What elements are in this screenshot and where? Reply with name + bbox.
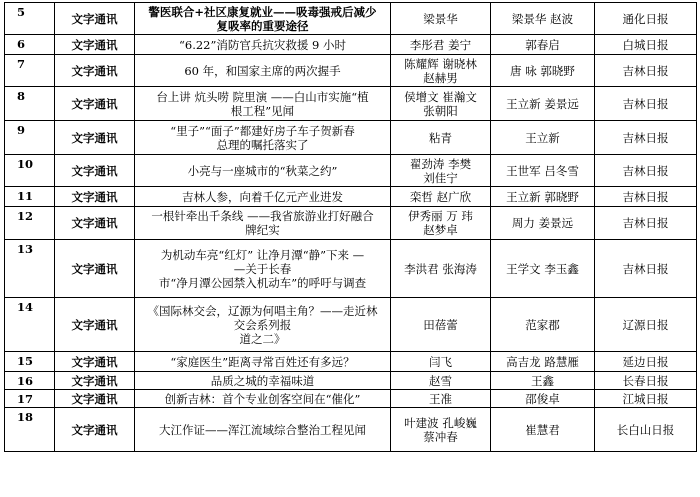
editor-cell	[491, 187, 595, 207]
cell-line: 吉林人参，向着千亿元产业进发	[182, 189, 343, 204]
row-number-cell: 5	[5, 3, 55, 35]
title-cell	[135, 352, 391, 372]
cell-line: 闫飞	[429, 354, 452, 369]
table-row	[5, 352, 697, 372]
cell-line: 高吉龙 路慧雁	[506, 354, 579, 369]
cell-line: 梁景华	[423, 11, 458, 26]
row-number-cell: 14	[5, 298, 55, 352]
editor-cell	[491, 240, 595, 298]
cell-line: 刘佳宁	[423, 170, 458, 185]
table-row	[5, 187, 697, 207]
editor-cell	[491, 408, 595, 452]
cell-line: 牌纪实	[245, 223, 280, 237]
cell-line: 道之二》	[239, 331, 286, 346]
editor-cell	[491, 372, 595, 390]
cell-line: 周力 姜景远	[511, 216, 574, 230]
cell-line: 郭春启	[525, 37, 560, 52]
author-cell	[391, 35, 491, 55]
newspaper-cell: 吉林日报	[595, 121, 697, 155]
table-body	[5, 3, 697, 452]
author-cell	[391, 207, 491, 240]
category-cell: 文字通讯	[55, 187, 135, 207]
table-row	[5, 3, 697, 35]
row-number-cell: 7	[5, 55, 55, 87]
title-cell	[135, 298, 391, 352]
table-row	[5, 87, 697, 121]
row-number-cell: 15	[5, 352, 55, 372]
cell-line: 王学文 李玉鑫	[506, 261, 579, 276]
author-cell	[391, 298, 491, 352]
cell-line: 为机动车亮“红灯” 让净月潭“静”下来 —	[160, 247, 365, 262]
table-row	[5, 155, 697, 187]
newspaper-cell: 白城日报	[595, 35, 697, 55]
cell-line: 蔡冲春	[423, 429, 458, 444]
author-cell	[391, 121, 491, 155]
cell-line: 田蓓蕾	[423, 317, 458, 332]
category-cell: 文字通讯	[55, 352, 135, 372]
cell-line: 赵赫男	[423, 70, 458, 85]
award-table-container	[4, 2, 696, 452]
table-row	[5, 240, 697, 298]
row-number-cell: 10	[5, 155, 55, 187]
row-number-cell: 9	[5, 121, 55, 155]
cell-line: “家庭医生”距离寻常百姓还有多远？	[170, 354, 355, 369]
editor-cell	[491, 87, 595, 121]
author-cell	[391, 155, 491, 187]
table-row	[5, 390, 697, 408]
row-number-cell: 11	[5, 187, 55, 207]
table-row	[5, 35, 697, 55]
newspaper-cell: 吉林日报	[595, 240, 697, 298]
category-cell: 文字通讯	[55, 207, 135, 240]
cell-line: 60 年，和国家主席的两次握手	[184, 63, 341, 78]
cell-line: 根工程”见闻	[230, 103, 295, 118]
award-table	[4, 2, 697, 452]
category-cell: 文字通讯	[55, 240, 135, 298]
cell-line: —关于长春	[233, 261, 292, 276]
cell-line: 粘青	[429, 130, 452, 145]
newspaper-cell: 江城日报	[595, 390, 697, 408]
title-cell	[135, 121, 391, 155]
editor-cell	[491, 55, 595, 87]
cell-line: 王立新	[525, 130, 560, 145]
title-cell	[135, 155, 391, 187]
cell-line: 梁景华 赵波	[511, 11, 574, 26]
row-number-cell: 16	[5, 372, 55, 390]
cell-line: 翟劲涛 李樊	[409, 156, 472, 171]
editor-cell	[491, 352, 595, 372]
cell-line: 大江作证——浑江流域综合整治工程见闻	[159, 422, 366, 437]
cell-line: “里子”“面子”都建好房子车子贺新春	[170, 123, 355, 138]
cell-line: 品质之城的幸福味道	[210, 373, 315, 388]
author-cell	[391, 390, 491, 408]
newspaper-cell: 吉林日报	[595, 55, 697, 87]
cell-line: 栾哲 赵广欣	[409, 189, 472, 204]
table-row	[5, 207, 697, 240]
category-cell: 文字通讯	[55, 35, 135, 55]
editor-cell	[491, 121, 595, 155]
newspaper-cell: 长春日报	[595, 372, 697, 390]
cell-line: 张朝阳	[423, 103, 458, 118]
editor-cell	[491, 35, 595, 55]
cell-line: 王立新 郭晓野	[506, 189, 579, 204]
cell-line: 邵俊卓	[525, 391, 560, 406]
category-cell: 文字通讯	[55, 408, 135, 452]
cell-line: 小亮与一座城市的“秋菜之约”	[187, 163, 338, 178]
editor-cell	[491, 3, 595, 35]
row-number-cell: 17	[5, 390, 55, 408]
title-cell	[135, 390, 391, 408]
category-cell: 文字通讯	[55, 372, 135, 390]
author-cell	[391, 408, 491, 452]
title-cell	[135, 3, 391, 35]
table-row	[5, 298, 697, 352]
author-cell	[391, 352, 491, 372]
cell-line: “6.22”消防官兵抗灾救援 9 小时	[179, 37, 346, 52]
cell-line: 一根针牵出千条线 ——我省旅游业打好融合	[151, 209, 374, 223]
cell-line: 李彤君 姜宁	[409, 37, 472, 52]
table-row	[5, 408, 697, 452]
row-number-cell: 8	[5, 87, 55, 121]
title-cell	[135, 35, 391, 55]
title-cell	[135, 87, 391, 121]
category-cell: 文字通讯	[55, 87, 135, 121]
cell-line: 侯增文 崔瀚文	[404, 89, 477, 104]
cell-line: 范家郡	[525, 317, 560, 332]
cell-line: 王鑫	[531, 373, 554, 388]
newspaper-cell: 吉林日报	[595, 87, 697, 121]
row-number-cell: 13	[5, 240, 55, 298]
author-cell	[391, 55, 491, 87]
author-cell	[391, 87, 491, 121]
cell-line: 台上讲 炕头唠 院里演 ——白山市实施“植	[156, 89, 369, 104]
editor-cell	[491, 207, 595, 240]
title-cell	[135, 55, 391, 87]
table-row	[5, 372, 697, 390]
author-cell	[391, 240, 491, 298]
cell-line: 《国际林交会，辽源为何唱主角？——走近林	[147, 303, 378, 318]
cell-line: 李洪君 张海涛	[404, 261, 477, 276]
title-cell	[135, 240, 391, 298]
table-row	[5, 55, 697, 87]
cell-line: 交会系列报	[233, 317, 292, 332]
newspaper-cell: 辽源日报	[595, 298, 697, 352]
title-cell	[135, 207, 391, 240]
cell-line: 叶建波 孔峻巍	[404, 415, 477, 430]
editor-cell	[491, 390, 595, 408]
author-cell	[391, 187, 491, 207]
author-cell	[391, 372, 491, 390]
cell-line: 创新吉林：首个专业创客空间在“催化”	[164, 391, 361, 406]
row-number-cell: 18	[5, 408, 55, 452]
newspaper-cell: 长白山日报	[595, 408, 697, 452]
cell-line: 警医联合+社区康复就业——吸毒强戒后减少	[148, 4, 377, 19]
newspaper-cell: 吉林日报	[595, 155, 697, 187]
cell-line: 复吸率的重要途径	[216, 18, 309, 33]
author-cell	[391, 3, 491, 35]
title-cell	[135, 408, 391, 452]
cell-line: 王世军 吕冬雪	[506, 163, 579, 178]
category-cell: 文字通讯	[55, 55, 135, 87]
newspaper-cell: 通化日报	[595, 3, 697, 35]
editor-cell	[491, 298, 595, 352]
cell-line: 总理的嘱托落实了	[216, 137, 309, 152]
cell-line: 伊秀丽 万 玮	[408, 209, 473, 223]
cell-line: 王立新 姜景远	[506, 96, 579, 111]
row-number-cell: 6	[5, 35, 55, 55]
category-cell: 文字通讯	[55, 390, 135, 408]
category-cell: 文字通讯	[55, 298, 135, 352]
cell-line: 赵雪	[429, 373, 452, 388]
editor-cell	[491, 155, 595, 187]
cell-line: 唐 咏 郭晓野	[510, 63, 575, 78]
newspaper-cell: 吉林日报	[595, 187, 697, 207]
cell-line: 市“净月潭公园禁入机动车”的呼吁与调查	[158, 275, 367, 290]
cell-line: 赵梦卓	[423, 223, 458, 237]
row-number-cell: 12	[5, 207, 55, 240]
category-cell: 文字通讯	[55, 155, 135, 187]
cell-line: 王准	[429, 391, 452, 406]
cell-line: 崔慧君	[525, 422, 560, 437]
table-row	[5, 121, 697, 155]
title-cell	[135, 372, 391, 390]
cell-line: 陈耀辉 谢晓林	[404, 56, 477, 71]
title-cell	[135, 187, 391, 207]
category-cell: 文字通讯	[55, 3, 135, 35]
category-cell: 文字通讯	[55, 121, 135, 155]
newspaper-cell: 延边日报	[595, 352, 697, 372]
newspaper-cell: 吉林日报	[595, 207, 697, 240]
